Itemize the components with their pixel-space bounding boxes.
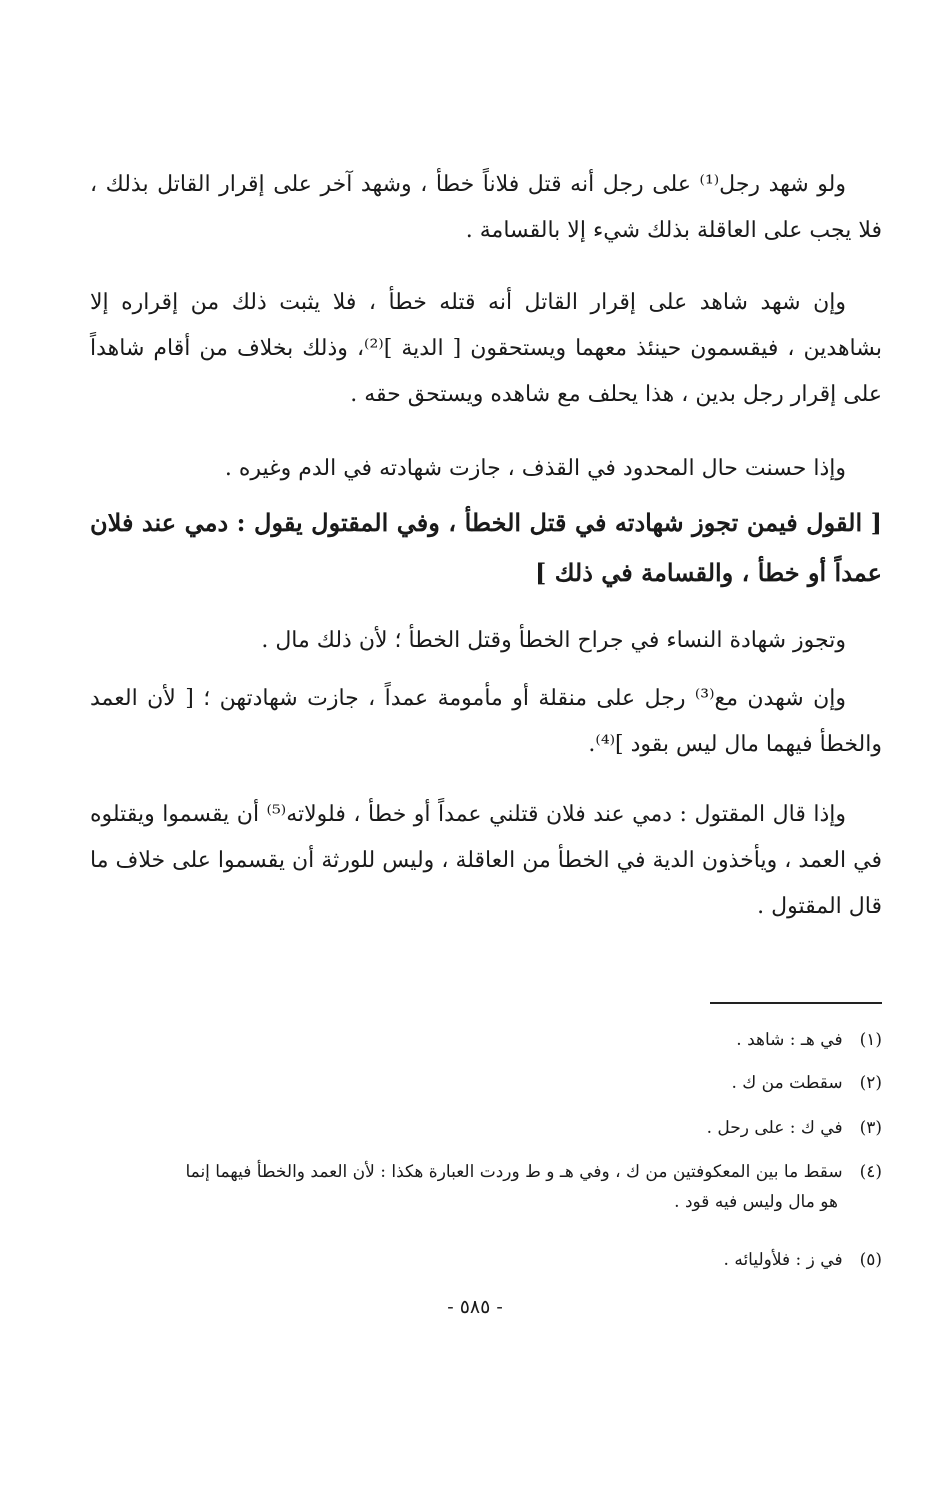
footnote-2 bbox=[70, 1068, 882, 1098]
footnote-text: سقطت من ك . bbox=[731, 1073, 843, 1093]
paragraph-6: وإذا قال المقتول : دمي عند فلان قتلني عمداً أو خطأ ، فلولاته⁽⁵⁾ أن يقسموا ويقتلوه في العمد ، ويأخذون الدية في الخطأ من العاقلة ، وليس للورثة أن يقسموا على خلاف ما قال المقتول . bbox=[90, 802, 882, 919]
paragraph-5: وإن شهدن مع⁽³⁾ رجل على منقلة أو مأمومة عمداً ، جازت شهادتهن ؛ [ لأن العمد والخطأ فيهما مال ليس بقود ]⁽⁴⁾. bbox=[90, 686, 882, 757]
paragraph-1: ولو شهد رجل⁽¹⁾ على رجل أنه قتل فلاناً خطأ ، وشهد آخر على إقرار القاتل بذلك ، فلا يجب على العاقلة بذلك شيء إلا بالقسامة . bbox=[90, 172, 882, 243]
footnote-number: (٥) bbox=[859, 1250, 882, 1270]
footnote-continuation: هو مال وليس فيه قود . bbox=[674, 1192, 838, 1212]
footnote-3 bbox=[70, 1113, 882, 1143]
footnote-text: سقط ما بين المعكوفتين من ك ، وفي هـ و ط وردت العبارة هكذا : لأن العمد والخطأ فيهما إنما bbox=[185, 1162, 843, 1182]
footnote-number: (٢) bbox=[859, 1073, 882, 1093]
footnote-number: (١) bbox=[859, 1030, 882, 1050]
footnote-number: (٣) bbox=[859, 1118, 882, 1138]
footnote-separator bbox=[710, 1002, 882, 1004]
page-number: - ٥٨٥ - bbox=[447, 1296, 503, 1318]
section-heading: [ القول فيمن تجوز شهادته في قتل الخطأ ، وفي المقتول يقول : دمي عند فلان عمداً أو خطأ ، والقسامة في ذلك ] bbox=[90, 508, 883, 587]
footnote-number: (٤) bbox=[859, 1162, 882, 1182]
footnote-4 bbox=[70, 1157, 882, 1217]
footnote-5 bbox=[70, 1245, 882, 1275]
paragraph-3: وإذا حسنت حال المحدود في القذف ، جازت شهادته في الدم وغيره . bbox=[224, 456, 846, 481]
footnote-text: في ز : فلأوليائه . bbox=[723, 1250, 843, 1270]
paragraph-2: وإن شهد شاهد على إقرار القاتل أنه قتله خطأ ، فلا يثبت ذلك من إقراره إلا بشاهدين ، فيقسمون حينئذ معهما ويستحقون [ الدية ]⁽²⁾، وذلك بخلاف من أقام شاهداً على إقرار رجل بدين ، هذا يحلف مع شاهده ويستحق حقه . bbox=[90, 290, 883, 407]
footnote-1 bbox=[70, 1025, 882, 1055]
footnote-text: في هـ : شاهد . bbox=[736, 1030, 843, 1050]
paragraph-4: وتجوز شهادة النساء في جراح الخطأ وقتل الخطأ ؛ لأن ذلك مال . bbox=[261, 628, 846, 653]
footnote-text: في ك : على رحل . bbox=[706, 1118, 843, 1138]
